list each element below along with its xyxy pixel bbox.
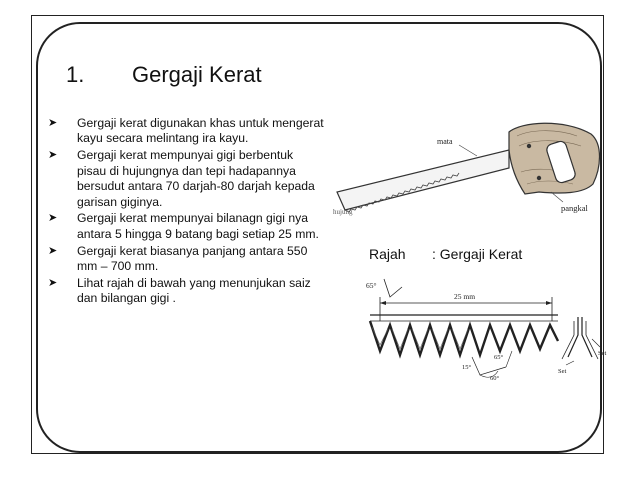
bullet-item: ➤ Gergaji kerat mempunyai bilanagn gigi nya antara 5 hingga 9 batang bagi setiap 25 mm.: [48, 211, 319, 241]
label-length: 25 mm: [454, 292, 476, 301]
title-text: Gergaji Kerat: [132, 62, 262, 87]
saw-teeth-diagram: [362, 277, 612, 382]
bullet-item: ➤ Gergaji kerat mempunyai gigi berbentuk pisau di hujungnya dan tepi hadapannya bersudut antara 70 darjah-80 darjah kepada garisan giginya.: [48, 148, 315, 209]
caption-label: Rajah: [369, 246, 406, 262]
arrowhead-bullet-icon: ➤: [48, 117, 58, 129]
label-angle-a: 65°: [494, 354, 504, 361]
bullet-item: ➤ Lihat rajah di bawah yang menunjukan saiz dan bilangan gigi .: [48, 276, 311, 306]
caption-value: : Gergaji Kerat: [432, 246, 523, 262]
arrowhead-bullet-icon: ➤: [48, 149, 58, 162]
bullet-item: ➤ Gergaji kerat digunakan khas untuk mengerat kayu secara melintang ira kayu.: [48, 116, 324, 146]
label-blade: mata: [437, 137, 453, 146]
tooth-profile: [370, 321, 558, 355]
bullet-list: [47, 116, 325, 308]
title-number: 1.: [66, 62, 85, 87]
label-tip: hujung: [333, 208, 353, 216]
saw-blade: [337, 150, 509, 210]
label-handle: pangkal: [561, 203, 588, 213]
arrowhead-bullet-icon: ➤: [48, 212, 58, 225]
bullet-item: ➤ Gergaji kerat biasanya panjang antara 550 mm – 700 mm.: [48, 243, 308, 274]
arrowhead-bullet-icon: ➤: [48, 277, 58, 290]
label-angle-c: 60°: [490, 375, 500, 382]
label-angle-b: 15°: [462, 364, 472, 371]
label-angle-top: 65°: [366, 281, 377, 290]
handle-screw-icon: [537, 176, 541, 180]
label-set-2: Set: [558, 368, 567, 375]
arrowhead-bullet-icon: ➤: [48, 244, 58, 257]
label-set-1: Set: [598, 350, 607, 357]
handle-screw-icon: [527, 144, 531, 148]
crosscut-saw-illustration: [333, 112, 603, 227]
